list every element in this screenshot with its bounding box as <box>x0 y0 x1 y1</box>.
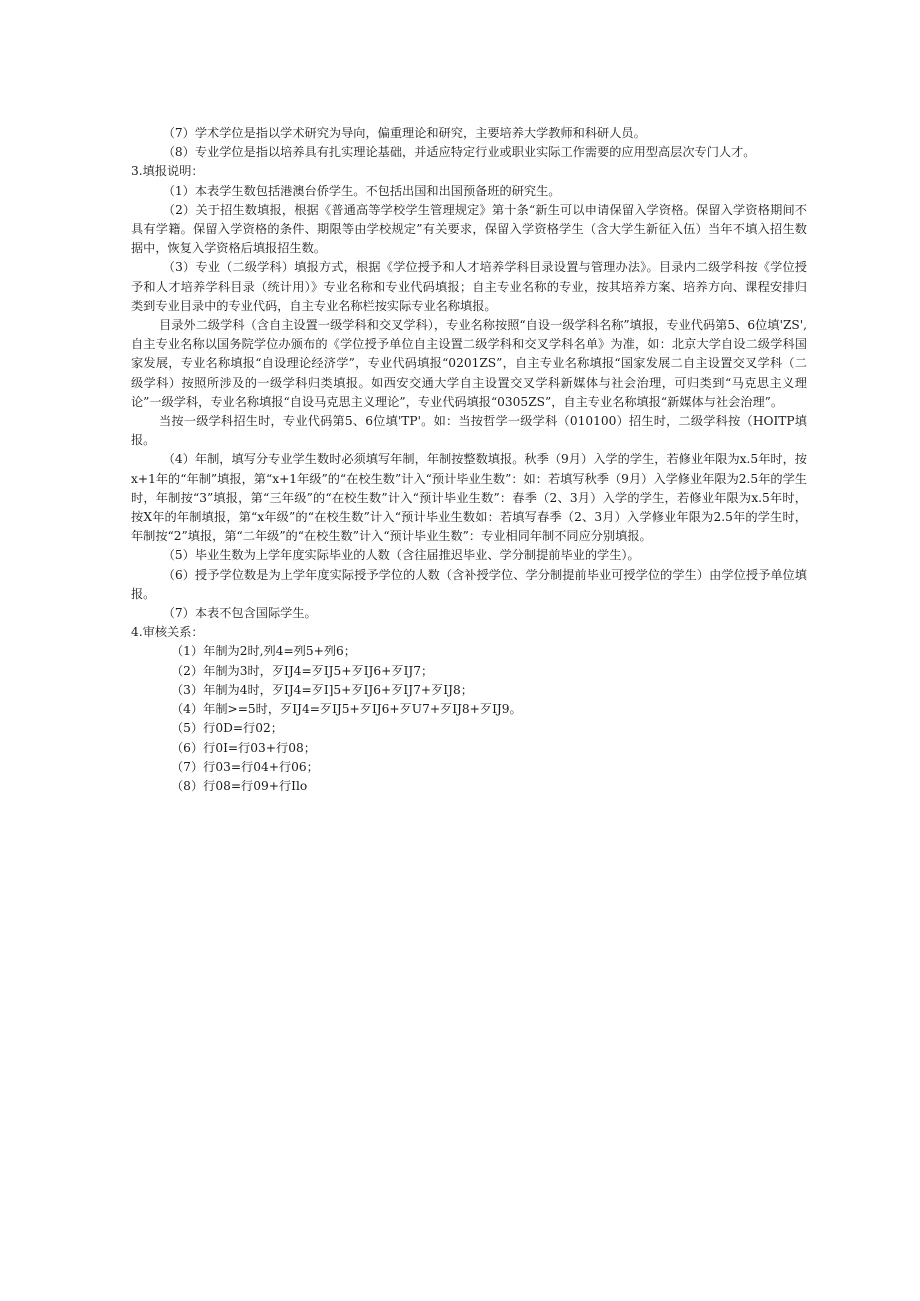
check-rule-5: （5）行0D=行02； <box>171 721 283 736</box>
check-rule-6: （6）行0I=行03+行08； <box>171 740 316 755</box>
check-rule-2: （2）年制为3时，歹IJ4=歹IJ5+歹IJ6+歹IJ7； <box>171 663 434 678</box>
section-3-item-3: （3）专业（二级学科）填报方式，根据《学位授予和人才培养学科目录设置与管理办法》。目录内二级学科按《学位授予和人才培养学科目录（统计用）》专业名称和专业代码填报；自主专业名称的专业，按其培养方案、培养方向、课程安排归类到专业目录中的专业代码，自主专业名称栏按实际专业名称填报。 <box>131 260 807 313</box>
check-rule-7: （7）行03=行04+行06； <box>171 759 319 774</box>
section-3-item-3-first-level: 当按一级学科招生时，专业代码第5、6位填'TP'。如：当按哲学一级学科（010100）招生时，二级学科按（HOITP填报。 <box>131 414 807 448</box>
section-3-item-4: （4）年制，填写分专业学生数时必须填写年制，年制按整数填报。秋季（9月）入学的学生，若修业年限为x.5年时，按x+1年的“年制”填报，第“x+1年级”的“在校生数”计入“预计毕业生数”：如：若填写秋季（9月）入学修业年限为2.5年的学生时，年制按“3”填报，第“三年级”的“在校生数”计入“预计毕业生数”：春季（2、3月）入学的学生，若修业年限为x.5年时，按X年的年制填报，第“x年级”的“在校生数”计入“预计毕业生数如：若填写春季（2、3月）入学修业年限为2.5年的学生时，年制按“2”填报，第“二年级”的“在校生数”计入“预计毕业生数”：专业相同年制不同应分别填报。 <box>131 452 807 544</box>
section-3-item-1: （1）本表学生数包括港澳台侨学生。不包括出国和出国预备班的研究生。 <box>162 183 561 198</box>
degree-def-academic: （7）学术学位是指以学术研究为导向，偏重理论和研究，主要培养大学教师和科研人员。 <box>162 126 646 140</box>
section-3-item-2: （2）关于招生数填报，根据《普通高等学校学生管理规定》第十条“新生可以申请保留入学资格。保留入学资格期间不具有学籍。保留入学资格的条件、期限等由学校规定”有关要求，保留入学资格学生（含大学生新征入伍）当年不填入招生数据中，恢复入学资格后填报招生数。 <box>131 202 807 256</box>
degree-def-professional: （8）专业学位是指以培养具有扎实理论基础，并适应特定行业或职业实际工作需要的应用型高层次专门人才。 <box>162 145 756 160</box>
check-rule-3: （3）年制为4时，歹IJ4=歹I]5+歹IJ6+歹IJ7+歹IJ8； <box>171 682 473 697</box>
check-rule-8: （8）行08=行09+行Ilo <box>171 778 308 793</box>
section-3-item-6: （6）授予学位数是为上学年度实际授予学位的人数（含补授学位、学分制提前毕业可授学位的学生）由学位授予单位填报。 <box>131 567 807 601</box>
section-3-title: 3.填报说明： <box>131 164 204 179</box>
section-4-title: 4.审核关系： <box>131 625 204 640</box>
check-rule-4: （4）年制>=5时，歹IJ4=歹IJ5+歹IJ6+歹U7+歹IJ8+歹IJ9。 <box>171 702 522 717</box>
section-3-item-7: （7）本表不包含国际学生。 <box>162 606 317 621</box>
check-rule-1: （1）年制为2时,列4=列5+列6； <box>171 644 356 659</box>
section-3-item-5: （5）毕业生数为上学年度实际毕业的人数（含往届推迟毕业、学分制提前毕业的学生）。 <box>162 548 640 563</box>
document-page <box>131 124 807 796</box>
section-3-item-3-outside-catalog: 目录外二级学科（含自主设置一级学科和交叉学科），专业名称按照“自设一级学科名称”填报，专业代码第5、6位填'ZS',自主专业名称以国务院学位办颁布的《学位授予单位自主设置二级学科和交叉学科名单》为准，如：北京大学自设二级学科国家发展，专业名称填报“自设理论经济学”，专业代码填报“0201ZS”，自主专业名称填报“国家发展二自主设置交叉学科（二级学科）按照所涉及的一级学科归类填报。如西安交通大学自主设置交叉学科新媒体与社会治理，可归类到“马克思主义理论”一级学科，专业名称填报“自设马克思主义理论”，专业代码填报“0305ZS”，自主专业名称填报“新媒体与社会治理”。 <box>131 318 807 409</box>
